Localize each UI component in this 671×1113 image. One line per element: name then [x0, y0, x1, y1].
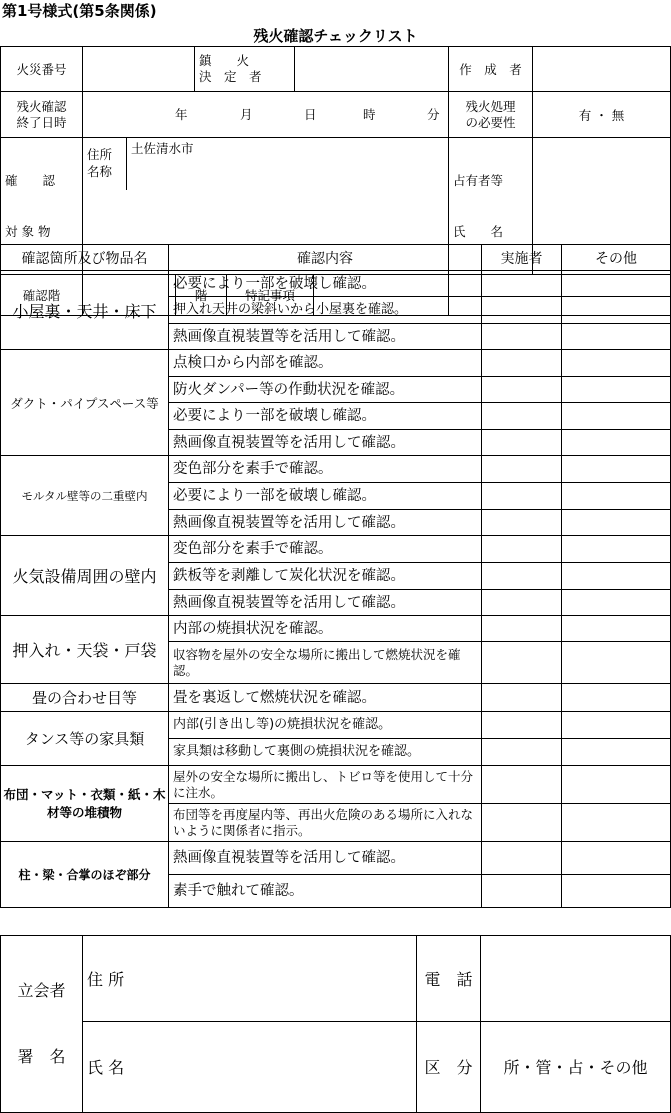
form-number: 第1号様式(第5条関係)	[2, 2, 157, 20]
other-field[interactable]	[562, 430, 671, 456]
col-doer-header: 実施者	[482, 245, 562, 271]
doer-field[interactable]	[482, 271, 562, 297]
target-label-2: 対 象 物	[5, 224, 51, 239]
check-content-item: 熱画像直視装置等を活用して確認。	[169, 510, 482, 536]
notes-label: 特記事項	[227, 275, 314, 315]
page-title: 残火確認チェックリスト	[253, 27, 418, 45]
other-field[interactable]	[562, 875, 671, 908]
doer-field[interactable]	[482, 642, 562, 684]
occupant-label-2: 氏 名	[453, 224, 504, 239]
check-content-item: 屋外の安全な場所に搬出し、トビロ等を使用して十分に注水。	[169, 766, 482, 804]
witness-phone-field[interactable]	[481, 936, 671, 1022]
address-label-2: 名称	[87, 164, 113, 179]
other-field[interactable]	[562, 510, 671, 536]
minute-unit: 分	[427, 106, 440, 122]
other-field[interactable]	[562, 739, 671, 766]
check-content-item: 熱画像直視装置等を活用して確認。	[169, 324, 482, 350]
check-content-item: 押入れ天井の梁斜いから小屋裏を確認。	[169, 297, 482, 324]
doer-field[interactable]	[482, 875, 562, 908]
doer-field[interactable]	[482, 510, 562, 536]
other-field[interactable]	[562, 590, 671, 616]
doer-field[interactable]	[482, 842, 562, 875]
other-field[interactable]	[562, 684, 671, 712]
other-field[interactable]	[562, 271, 671, 297]
check-content-item: 点検口から内部を確認。	[169, 350, 482, 377]
check-content-item: 収容物を屋外の安全な場所に搬出して燃焼状況を確認。	[169, 642, 482, 684]
check-content-item: 変色部分を素手で確認。	[169, 456, 482, 483]
floor-unit: 階	[176, 275, 227, 315]
check-place-8: 柱・梁・合掌のほぞ部分	[1, 842, 169, 908]
witness-label	[1, 936, 83, 1113]
month-unit: 月	[240, 106, 253, 122]
col-other-header: その他	[562, 245, 671, 271]
fire-number-label: 火災番号	[1, 47, 83, 92]
witness-category-label: 区 分	[417, 1021, 481, 1112]
doer-field[interactable]	[482, 403, 562, 430]
check-content-item: 必要により一部を破壊し確認。	[169, 403, 482, 430]
target-label-1: 確 認	[5, 173, 56, 188]
day-unit: 日	[304, 106, 317, 122]
check-content-item: 布団等を再度屋内等、再出火危険のある場所に入れないように関係者に指示。	[169, 804, 482, 842]
doer-field[interactable]	[482, 456, 562, 483]
check-content-item: 熱画像直視装置等を活用して確認。	[169, 842, 482, 875]
doer-field[interactable]	[482, 766, 562, 804]
hour-unit: 時	[363, 106, 376, 122]
check-content-item: 変色部分を素手で確認。	[169, 536, 482, 563]
doer-field[interactable]	[482, 377, 562, 403]
other-field[interactable]	[562, 324, 671, 350]
other-field[interactable]	[562, 403, 671, 430]
need-label	[449, 92, 533, 138]
check-content-item: 内部(引き出し等)の焼損状況を確認。	[169, 712, 482, 739]
other-field[interactable]	[562, 297, 671, 324]
check-content-item: 鉄板等を剥離して炭化状況を確認。	[169, 563, 482, 590]
author-field[interactable]	[533, 47, 671, 92]
witness-category-value[interactable]: 所・管・占・その他	[481, 1021, 671, 1112]
check-place-0: 小屋裏・天井・床下	[1, 271, 169, 350]
other-field[interactable]	[562, 642, 671, 684]
checklist-table	[0, 244, 671, 908]
witness-name-label: 氏 名	[83, 1021, 417, 1112]
check-place-1: ダクト・パイプスペース等	[1, 350, 169, 456]
col-content-header: 確認内容	[169, 245, 482, 271]
witness-label-1: 立会者	[17, 981, 66, 1000]
confirm-end-label	[1, 92, 83, 138]
check-content-item: 熱画像直視装置等を活用して確認。	[169, 590, 482, 616]
check-place-3: 火気設備周囲の壁内	[1, 536, 169, 616]
need-label-1: 残火処理	[465, 98, 516, 114]
doer-field[interactable]	[482, 536, 562, 563]
other-field[interactable]	[562, 766, 671, 804]
check-content-item: 内部の焼損状況を確認。	[169, 616, 482, 642]
check-content-item: 必要により一部を破壊し確認。	[169, 483, 482, 510]
doer-field[interactable]	[482, 297, 562, 324]
doer-field[interactable]	[482, 804, 562, 842]
check-place-7: 布団・マット・衣類・紙・木材等の堆積物	[1, 766, 169, 842]
check-content-item: 素手で触れて確認。	[169, 875, 482, 908]
year-unit: 年	[175, 106, 188, 122]
extinguish-label-2: 決 定 者	[199, 69, 262, 84]
doer-field[interactable]	[482, 350, 562, 377]
witness-table	[0, 935, 671, 1113]
floor-label: 確認階	[1, 275, 83, 316]
extinguish-decider-label	[195, 47, 295, 92]
other-field[interactable]	[562, 616, 671, 642]
doer-field[interactable]	[482, 430, 562, 456]
doer-field[interactable]	[482, 616, 562, 642]
col-place-header: 確認箇所及び物品名	[1, 245, 169, 271]
check-place-6: タンス等の家具類	[1, 712, 169, 766]
confirm-end-datetime-field[interactable]	[83, 92, 449, 138]
address-name-label	[83, 138, 127, 190]
confirm-end-label-1: 残火確認	[16, 98, 67, 114]
doer-field[interactable]	[482, 563, 562, 590]
address-value[interactable]: 土佐清水市	[131, 141, 194, 156]
check-content-item: 熱画像直視装置等を活用して確認。	[169, 430, 482, 456]
doer-field[interactable]	[482, 483, 562, 510]
doer-field[interactable]	[482, 590, 562, 616]
occupant-label-1: 占有者等	[453, 173, 504, 188]
address-label-1: 住所	[87, 147, 113, 162]
check-content-item: 防火ダンパー等の作動状況を確認。	[169, 377, 482, 403]
witness-label-2: 署 名	[17, 1047, 66, 1066]
check-place-2: モルタル壁等の二重壁内	[1, 456, 169, 536]
check-content-item: 必要により一部を破壊し確認。	[169, 271, 482, 297]
other-field[interactable]	[562, 563, 671, 590]
other-field[interactable]	[562, 712, 671, 739]
need-label-2: の必要性	[465, 114, 516, 130]
author-label: 作 成 者	[449, 47, 533, 92]
need-value[interactable]: 有 ・ 無	[533, 92, 671, 138]
doer-field[interactable]	[482, 684, 562, 712]
other-field[interactable]	[562, 804, 671, 842]
extinguish-label-1: 鎮 火	[199, 53, 250, 68]
confirm-end-label-2: 終了日時	[16, 114, 67, 130]
other-field[interactable]	[562, 456, 671, 483]
check-content-item: 畳を裏返して燃焼状況を確認。	[169, 684, 482, 712]
other-field[interactable]	[562, 842, 671, 875]
other-field[interactable]	[562, 483, 671, 510]
witness-phone-label: 電 話	[417, 936, 481, 1022]
other-field[interactable]	[562, 377, 671, 403]
doer-field[interactable]	[482, 739, 562, 766]
witness-address-label: 住 所	[83, 936, 417, 1022]
doer-field[interactable]	[482, 324, 562, 350]
doer-field[interactable]	[482, 712, 562, 739]
other-field[interactable]	[562, 350, 671, 377]
extinguish-decider-field[interactable]	[295, 47, 449, 92]
fire-number-field[interactable]	[83, 47, 195, 92]
other-field[interactable]	[562, 536, 671, 563]
check-place-5: 畳の合わせ目等	[1, 684, 169, 712]
check-place-4: 押入れ・天袋・戸袋	[1, 616, 169, 684]
check-content-item: 家具類は移動して裏側の焼損状況を確認。	[169, 739, 482, 766]
